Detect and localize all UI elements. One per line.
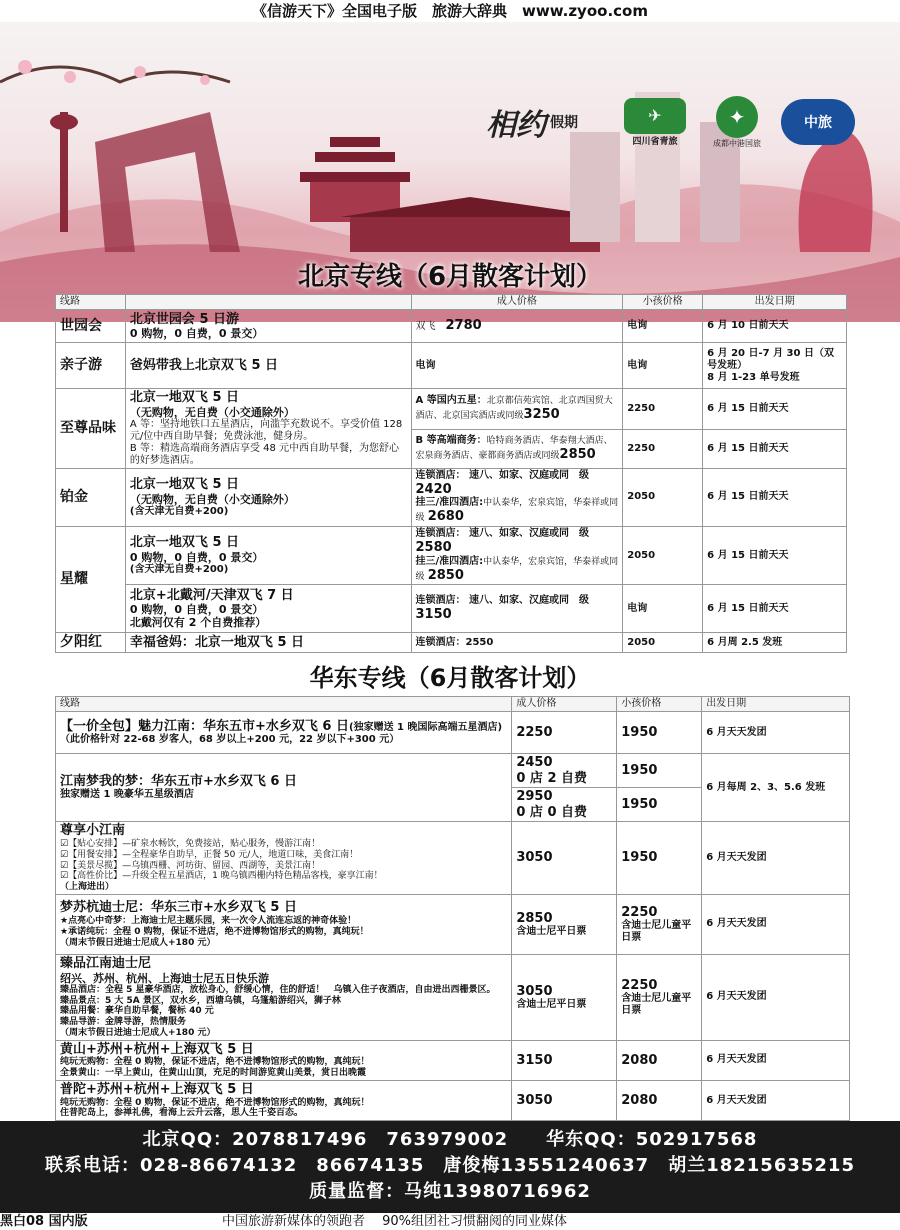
child-price-b: 2250 [623,429,703,468]
hotel-upgrade-list: 中认泰华，宏泉宾馆，华泰祥或同级 [415,556,619,582]
departure-date: 6 月天天发团 [702,954,850,1040]
hotel-a-list: 北京都信苑宾馆、北京西国贸大酒店、北京国宾酒店或同级 [415,396,613,422]
adult-price-2-note: 0 店 0 自费 [516,804,588,820]
table-row [56,894,850,954]
table-row [56,526,847,584]
row-note: 独家赠送 1 晚豪华五星级酒店 [60,789,194,801]
row-note: 北戴河仅有 2 个自费推荐） [129,616,267,630]
row-extra: (独家赠送 1 晚国际高端五星酒店) [349,721,503,733]
row-sub: 0 购物，0 自费，0 景交） [129,550,264,564]
row-sub: （无购物，无自费（小交通除外） [129,405,295,419]
row-route: 北京一地双飞 5 日 [129,476,240,492]
feature-line: 纯玩无购物：全程 0 购物，保证不进店，绝不进博物馆形式的购物，真纯玩！ [60,1097,370,1108]
hotel-upgrade-label: 挂三/准四酒店: [415,497,484,509]
adult-price-1: 2420 [415,481,452,497]
child-price: 电询 [623,585,703,633]
feature-line: 臻品酒店：全程 5 星豪华酒店，放松身心，舒缓心情，住的舒适！ 乌镇入住子夜酒店，自由进出西栅景区。 [60,984,496,995]
feature-line: 臻品景点：5 大 5A 景区，双水乡，西塘乌镇，乌篷船游绍兴，狮子林 [60,995,341,1006]
row-route: 【一价全包】魅力江南：华东五市+水乡双飞 6 日 [60,718,349,734]
row-route: 爸妈带我上北京双飞 5 日 [125,343,411,389]
header-blank [125,295,411,310]
hotel-upgrade-label: 挂三/准四酒店: [415,555,484,567]
table-row [56,468,847,526]
child-price: 2050 [623,468,703,526]
row-route: 梦苏杭迪士尼：华东三市+水乡双飞 5 日 [60,900,297,916]
adult-price-note: 含迪士尼平日票 [516,999,587,1011]
feature-line: （周末节假日进迪士尼成人+180 元） [60,1027,216,1038]
header-departure: 出发日期 [703,295,847,310]
adult-price: 连锁酒店：2550 [411,633,623,653]
adult-price: 3050 [516,983,553,999]
page-footer [0,1213,900,1230]
desc-a: A 等：坚持地铁口五星酒店，向滥竽充数说不。享受价值 128 元/位中西自助早餐；免费泳池，健身房。 [129,418,403,442]
hotel-a-label: A 等国内五星： [415,395,487,407]
child-price: 2080 [617,1080,702,1120]
row-sub: 0 购物，0 自费，0 景交） [129,327,264,341]
footer-page-label: 黑白08 国内版 [0,1214,88,1229]
row-name: 星耀 [56,526,126,632]
departure-date: 6 月天天发团 [702,1080,850,1120]
adult-price: 2780 [445,318,482,334]
row-note: (含天津无自费+200) [129,563,229,575]
table-row [56,754,850,788]
feature-line: 纯玩无购物：全程 0 购物，保证不进店，绝不进博物馆形式的购物，真纯玩！ [60,1057,370,1068]
child-price: 电询 [623,310,703,343]
hotel-chain: 连锁酒店： 速八、如家、汉庭或同 级 [415,469,589,481]
child-price-a: 2250 [623,389,703,430]
adult-price: 2250 [512,712,617,754]
beijing-section-title: 北京专线（6月散客计划） [297,262,603,292]
departure-date: 6 月天天发团 [702,822,850,895]
header-adult-price: 成人价格 [411,295,623,310]
huadong-tour-table [55,696,850,1121]
row-sub: 绍兴、苏州、杭州、上海迪士尼五日快乐游 [60,971,269,985]
row-name: 至尊品味 [56,389,126,469]
adult-price-1: 2450 [516,755,553,770]
child-price-1: 1950 [617,754,702,788]
sichuan-logo-icon: ✈ [624,98,686,134]
quality-supervisor: 质量监督：马纯13980716962 [309,1181,591,1202]
header-child-price: 小孩价格 [617,697,702,712]
adult-price-b: 2850 [559,447,596,463]
departure-date: 6 月每周 2、3、5.6 发班 [702,754,850,822]
adult-price-1: 2580 [415,539,452,555]
row-route: 北京一地双飞 5 日 [129,390,240,405]
table-row [56,633,847,653]
child-price: 2050 [623,526,703,584]
row-route: 普陀+苏州+杭州+上海双飞 5 日 [60,1081,254,1097]
hotel-chain: 连锁酒店： 速八、如家、汉庭或同 级 [415,594,589,606]
departure-date: 6 月 15 日前天天 [703,526,847,584]
table-row [56,822,850,895]
row-name: 夕阳红 [56,633,126,653]
row-sub: 0 购物，0 自费，0 景交） [129,603,264,617]
header-adult-price: 成人价格 [512,697,617,712]
feature-line: 全景黄山：一早上黄山，住黄山山顶，充足的时间游览黄山美景，赏日出晚霞 [60,1068,367,1079]
hotel-upgrade-list: 中认泰华，宏泉宾馆，华泰祥或同级 [415,498,619,524]
qq-contacts: 北京QQ：2078817496 763979002 华东QQ：502917568 [142,1129,758,1150]
table-row [56,712,850,754]
child-price: 2080 [617,1040,702,1080]
row-name: 铂金 [56,468,126,526]
child-price: 1950 [617,712,702,754]
table-row [56,585,847,633]
header-departure: 出发日期 [702,697,850,712]
row-name: 世园会 [56,310,126,343]
departure-date: 6 月 15 日前天天 [703,585,847,633]
adult-price-2: 2680 [427,509,464,525]
row-route: 尊享小江南 [60,823,126,839]
feature-line: （上海进出） [60,882,115,893]
chengdu-cits-logo: ✦ 成都中港国旅 [702,92,772,152]
departure-date: 6 月 15 日前天天 [703,429,847,468]
departure-date: 6 月周 2.5 发班 [703,633,847,653]
child-price-2: 1950 [617,788,702,822]
child-price: 2050 [623,633,703,653]
beijing-tour-table [55,294,847,653]
adult-price-a: 3250 [523,407,560,423]
adult-price: 3050 [512,1080,617,1120]
xiangyue-holiday-logo: 相约 假期 [486,108,578,143]
adult-price-2: 2950 [516,789,553,805]
contact-banner [0,1121,900,1213]
table-header-row [56,295,847,310]
desc-b: B 等：精选高端商务酒店享受 48 元中西自助早餐，为您舒心的好梦选酒店。 [129,442,400,466]
table-row [56,343,847,389]
adult-price-1-note: 0 店 2 自费 [516,770,588,786]
header-route: 线路 [56,295,126,310]
adult-label: 双飞 [415,321,436,333]
departure-date: 6 月天天发团 [702,894,850,954]
table-row [56,310,847,343]
departure-date: 6 月天天发团 [702,1040,850,1080]
hotel-b-list: 哈特商务酒店、华泰翔大酒店、宏泉商务酒店、豪都商务酒店或同级 [415,436,613,462]
table-row [56,1080,850,1120]
adult-price: 3050 [512,822,617,895]
feature-line: ★点亮心中奇梦：上海迪士尼主题乐园，来一次令人流连忘返的神奇体验！ [60,916,357,927]
adult-price: 电询 [411,343,623,389]
adult-price-note: 含迪士尼平日票 [516,926,587,938]
child-price: 电询 [623,343,703,389]
table-header-row [56,697,850,712]
row-sub: （无购物，无自费（小交通除外） [129,492,295,506]
table-row [56,1040,850,1080]
chengdu-logo-icon: ✦ [716,96,758,138]
feature-line: 臻品用餐：豪华自助早餐，餐标 40 元 [60,1006,214,1017]
header-child-price: 小孩价格 [623,295,703,310]
child-price: 2250 [621,904,658,920]
feature-line: 臻品导游：金牌导游，热情服务 [60,1017,187,1028]
child-price-note: 含迪士尼儿童平日票 [621,993,692,1017]
departure-date: 6 月 20 日-7 月 30 日（双号发班） 8 月 1-23 单号发班 [703,343,847,389]
row-route: 北京+北戴河/天津双飞 7 日 [129,587,294,603]
child-price: 2250 [621,977,658,993]
departure-date: 6 月 10 日前天天 [703,310,847,343]
table-row [56,389,847,430]
china-travel-logo: 中旅 [778,92,858,152]
feature-line: ★承诺纯玩：全程 0 购物，保证不进店，绝不进博物馆形式的购物，真纯玩！ [60,926,369,937]
page-header: 《信游天下》全国电子版 旅游大辞典 www.zyoo.com [252,2,648,20]
adult-price-2: 2850 [427,567,464,583]
table-row [56,954,850,1040]
feature-line: 住普陀岛上，参禅礼佛，看海上云升云落，思人生千姿百态。 [60,1108,304,1119]
child-price-note: 含迪士尼儿童平日票 [621,920,692,944]
adult-price: 3150 [512,1040,617,1080]
sichuan-youth-travel-logo: ✈ 四川省青旅 [618,92,692,152]
departure-date: 6 月 15 日前天天 [703,468,847,526]
row-route: 北京世园会 5 日游 [129,311,240,327]
hotel-chain: 连锁酒店： 速八、如家、汉庭或同 级 [415,527,589,539]
row-note: （此价格针对 22-68 岁客人，68 岁以上+200 元，22 岁以下+300 元） [60,734,400,746]
child-price: 1950 [617,822,702,895]
departure-date: 6 月天天发团 [702,712,850,754]
row-route: 黄山+苏州+杭州+上海双飞 5 日 [60,1041,254,1057]
feature-line: ☑【用餐安排】—全程豪华自助早，正餐 50 元/人，地道口味，美食江南！ [60,849,359,860]
footer-slogan: 中国旅游新媒体的领跑者 90%组团社习惯翻阅的同业媒体 [222,1214,568,1229]
row-route: 北京一地双飞 5 日 [129,535,240,551]
row-note: (含天津无自费+200) [129,505,229,517]
adult-price: 2850 [516,910,553,926]
feature-line: ☑【美景尽揽】—乌镇西栅、河坊街、留园、西湖等，美景江南！ [60,860,321,871]
row-route: 臻品江南迪士尼 [60,955,152,971]
row-route: 幸福爸妈：北京一地双飞 5 日 [125,633,411,653]
feature-line: （周末节假日进迪士尼成人+180 元） [60,937,216,948]
huadong-section-title: 华东专线（6月散客计划） [309,664,591,692]
row-route: 江南梦我的梦：华东五市+水乡双飞 6 日 [60,773,297,789]
departure-date: 6 月 15 日前天天 [703,389,847,430]
feature-line: ☑【贴心安排】—矿泉水畅饮，免费接站，贴心服务，慢游江南！ [60,838,321,849]
row-name: 亲子游 [56,343,126,389]
feature-line: ☑【高性价比】—升级全程五星酒店，1 晚乌镇西栅内特色精品客栈，豪享江南！ [60,871,383,882]
hotel-b-label: B 等高端商务： [415,435,487,447]
phone-contacts: 联系电话：028-86674132 86674135 唐俊梅13551240637 胡兰18215635215 [45,1155,855,1176]
header-route: 线路 [56,697,512,712]
adult-price: 3150 [415,606,452,622]
